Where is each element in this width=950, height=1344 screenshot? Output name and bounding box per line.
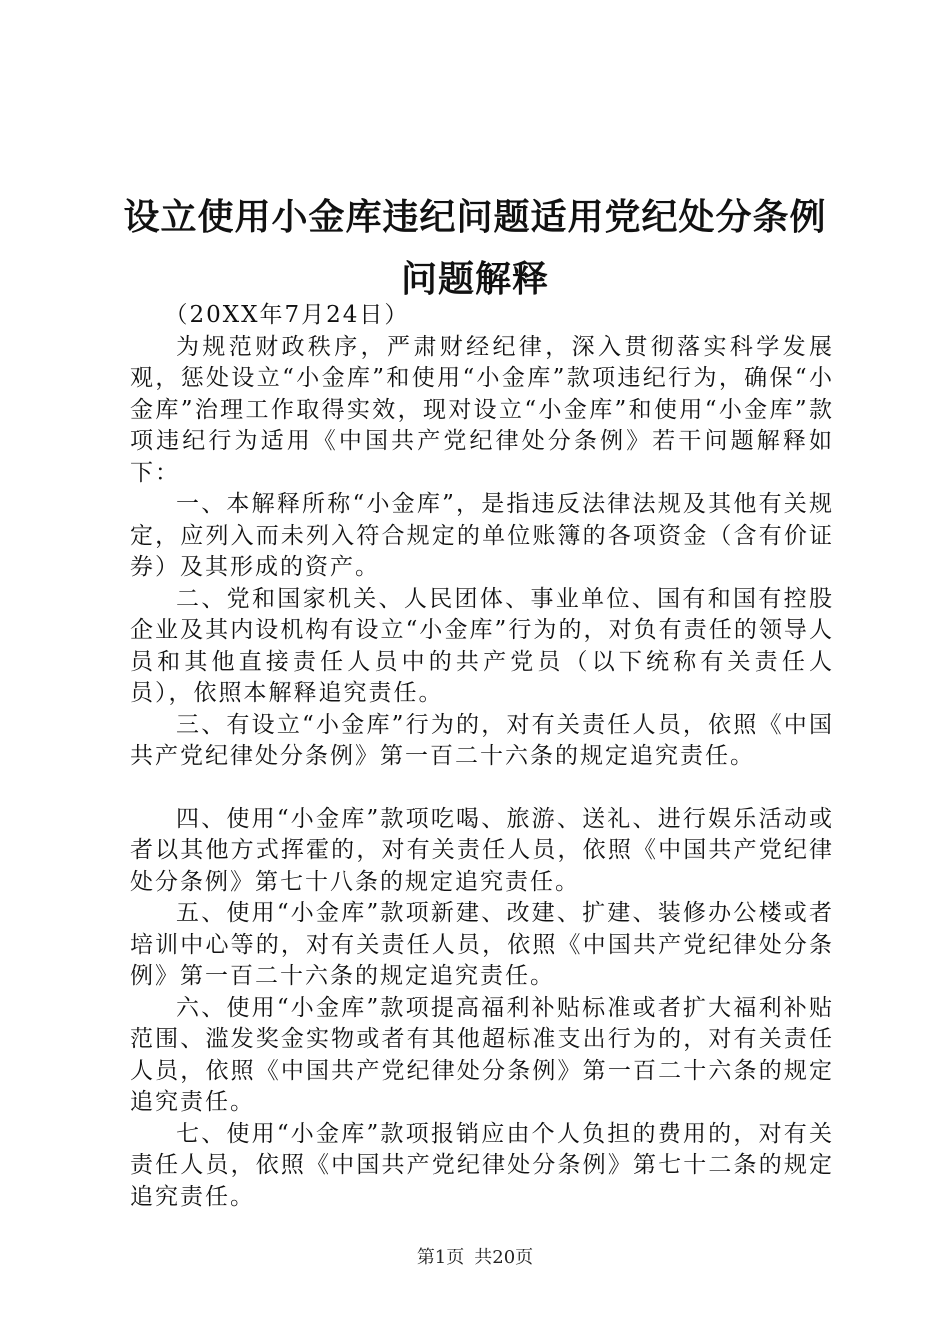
paragraph-item-3: 三、有设立“小金库”行为的，对有关责任人员，依照《中国共产党纪律处分条例》第一百二十六条的规定追究责任。: [130, 711, 834, 769]
paragraph-item-5: 五、使用“小金库”款项新建、改建、扩建、装修办公楼或者培训中心等的，对有关责任人员，依照《中国共产党纪律处分条例》第一百二十六条的规定追究责任。: [130, 900, 834, 989]
paragraph-item-7: 七、使用“小金库”款项报销应由个人负担的费用的，对有关责任人员，依照《中国共产党纪律处分条例》第七十二条的规定追究责任。: [130, 1120, 834, 1210]
document-body: [130, 300, 834, 1213]
paragraph-item-4: 四、使用“小金库”款项吃喝、旅游、送礼、进行娱乐活动或者以其他方式挥霍的，对有关责任人员，依照《中国共产党纪律处分条例》第七十八条的规定追究责任。: [130, 805, 834, 895]
document-title: 设立使用小金库违纪问题适用党纪处分条例问题解释: [123, 196, 827, 300]
paragraph-item-6: 六、使用“小金库”款项提高福利补贴标准或者扩大福利补贴范围、滥发奖金实物或者有其他超标准支出行为的，对有关责任人员，依照《中国共产党纪律处分条例》第一百二十六条的规定追究责任。: [130, 994, 834, 1115]
page-number: 第1页: [416, 1247, 465, 1268]
paragraph-item-1: 一、本解释所称“小金库”，是指违反法律法规及其他有关规定，应列入而未列入符合规定的单位账簿的各项资金（含有价证券）及其形成的资产。: [130, 491, 834, 580]
paragraph-item-2: 二、党和国家机关、人民团体、事业单位、国有和国有控股企业及其内设机构有设立“小金库”行为的，对负有责任的领导人员和其他直接责任人员中的共产党员（以下统称有关责任人员），依照本解释追究责任。: [130, 585, 834, 706]
page-footer: [0, 1243, 950, 1269]
paragraph-intro: 为规范财政秩序，严肃财经纪律，深入贯彻落实科学发展观，惩处设立“小金库”和使用“小金库”款项违纪行为，确保“小金库”治理工作取得实效，现对设立“小金库”和使用“小金库”款项违纪行为适用《中国共产党纪律处分条例》若干问题解释如下：: [130, 333, 834, 486]
document-date: （20XX年7月24日）: [164, 302, 410, 328]
page-total: 共20页: [474, 1247, 534, 1268]
